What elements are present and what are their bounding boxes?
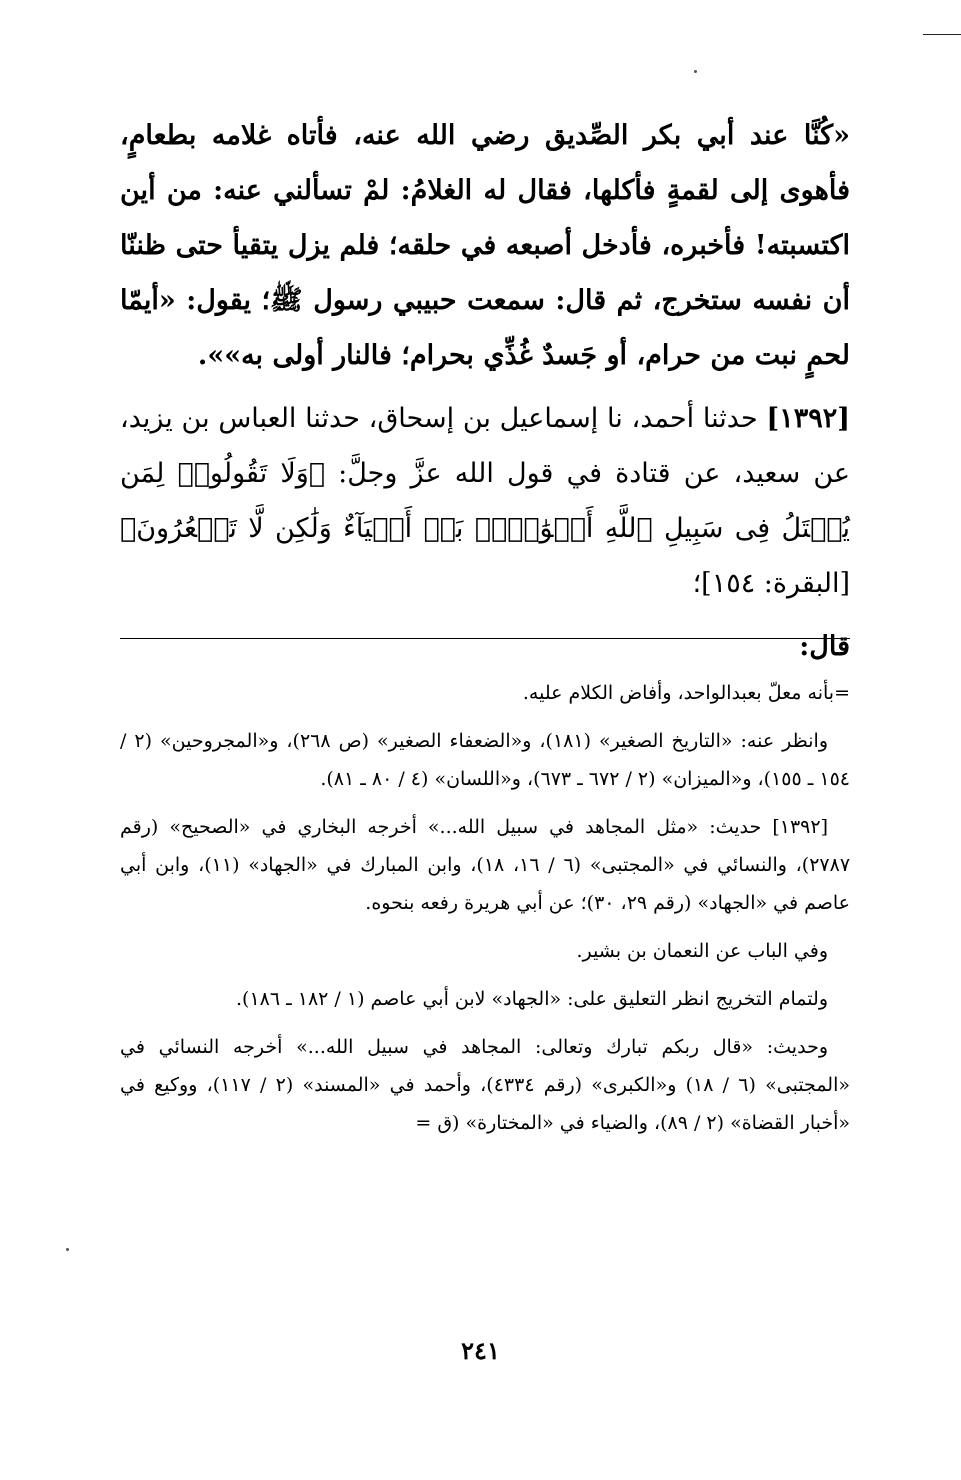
narration-paragraph bbox=[120, 391, 850, 611]
narration-number: [١٣٩٢] bbox=[766, 403, 850, 434]
top-edge-rule bbox=[923, 34, 961, 35]
closing-line: قال: bbox=[799, 631, 850, 662]
footnote-paragraph: وحديث: «قال ربكم تبارك وتعالى: المجاهد في سبيل الله...» أخرجه النسائي في «المجتبى» (٦ / ١٨) و«الكبرى» (رقم ٤٣٣٤)، وأحمد في «المسند» (٢ / ١١٧)، ووكيع في «أخبار القضاة» (٢ / ٨٩)، والضياء في «المختارة» (ق = bbox=[120, 1036, 851, 1134]
scan-speck bbox=[694, 70, 697, 73]
footnote-divider bbox=[120, 638, 850, 639]
footnote-paragraph: وفي الباب عن النعمان بن بشير. bbox=[576, 940, 828, 962]
main-text-block bbox=[120, 108, 850, 674]
footnote-paragraph: ولتمام التخريج انظر التعليق على: «الجهاد» لابن أبي عاصم (١ / ١٨٢ ـ ١٨٦). bbox=[236, 988, 828, 1010]
narration-text: حدثنا أحمد، نا إسماعيل بن إسحاق، حدثنا العباس بن يزيد، عن سعيد، عن قتادة في قول الله عزَّ وجلَّ: ﴿وَلَا تَقُولُوا۟ لِمَن يُقۡتَلُ فِى سَبِيلِ ٱللَّهِ أَمۡوَٰتُۢۚ بَلۡ أَحۡيَآءٌ وَلَٰكِن لَّا تَشۡعُرُونَ﴾ [البقرة: ١٥٤]؛ bbox=[120, 403, 850, 599]
hadith-paragraph: «كُنَّا عند أبي بكر الصِّديق رضي الله عنه، فأتاه غلامه بطعامٍ، فأهوى إلى لقمةٍ فأكلها، فقال له الغلامُ: لمْ تسألني عنه: من أين اكتسبته! فأخبره، فأدخل أصبعه في حلقه؛ فلم يزل يتقيأ حتى ظننّا أن نفسه ستخرج، ثم قال: سمعت حبيبي رسول ﷺ؛ يقول: «أيمّا لحمٍ نبت من حرام، أو جَسدٌ غُذِّي بحرام؛ فالنار أولى به»». bbox=[120, 120, 850, 371]
scan-speck bbox=[66, 1248, 69, 1251]
footnote-continuation: =بأنه معلّ بعبدالواحد، وأفاض الكلام عليه. bbox=[522, 682, 850, 704]
footnote-paragraph: وانظر عنه: «التاريخ الصغير» (١٨١)، و«الضعفاء الصغير» (ص ٢٦٨)، و«المجروحين» (٢ / ١٥٤ ـ ١٥٥)، و«الميزان» (٢ / ٦٧٢ ـ ٦٧٣)، و«اللسان» (٤ / ٨٠ ـ ٨١). bbox=[120, 730, 850, 790]
footnotes-block bbox=[120, 674, 850, 1152]
page-number: ٢٤١ bbox=[461, 1336, 500, 1365]
footnote-paragraph: [١٣٩٢] حديث: «مثل المجاهد في سبيل الله...» أخرجه البخاري في «الصحيح» (رقم ٢٧٨٧)، والنسائي في «المجتبى» (٦ / ١٦، ١٨)، وابن المبارك في «الجهاد» (١١)، وابن أبي عاصم في «الجهاد» (رقم ٢٩، ٣٠)؛ عن أبي هريرة رفعه بنحوه. bbox=[120, 816, 851, 914]
